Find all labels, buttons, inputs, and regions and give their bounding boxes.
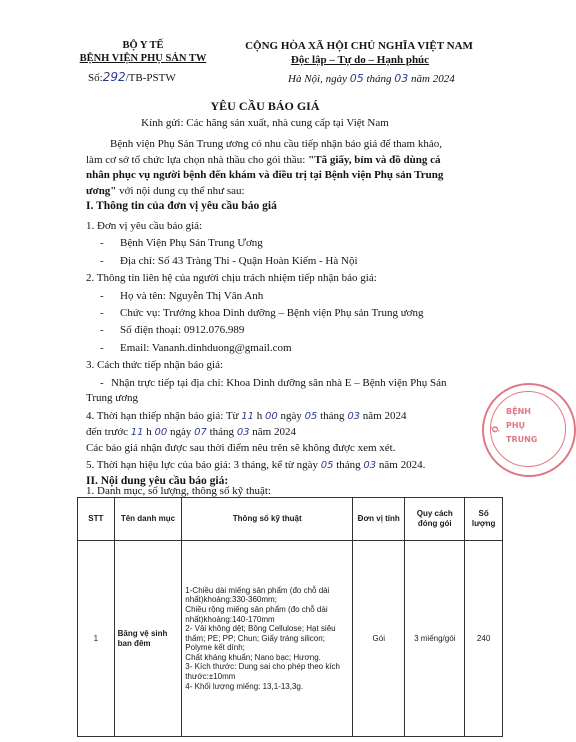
contact-phone-text: Số điện thoại: 0912.076.989 — [120, 324, 245, 336]
stamp-text-line-1: BỆNH — [506, 407, 531, 416]
country-name: CỘNG HÒA XÃ HỘI CHỦ NGHĨA VIỆT NAM — [245, 40, 473, 52]
header-item-name: Tên danh mục — [114, 498, 182, 541]
hour-label: h — [146, 426, 152, 438]
stamp-text-line-3: TRUNG — [506, 435, 538, 444]
date-day-handwritten: 05 — [349, 72, 364, 85]
to-hour-handwritten: 11 — [130, 427, 144, 438]
specification-table — [77, 497, 503, 737]
late-submission-note: Các báo giá nhận được sau thời điểm nêu trên sẽ không được xem xét. — [86, 442, 396, 454]
contact-name-text: Họ và tên: Nguyễn Thị Vân Anh — [120, 290, 264, 302]
deadline-from-label: 4. Thời hạn thiếp nhận báo giá: Từ — [86, 410, 239, 422]
section-1-item-3: 3. Cách thức tiếp nhận báo giá: — [86, 359, 224, 371]
date-month-handwritten: 03 — [394, 72, 409, 85]
cell-stt: 1 — [78, 541, 115, 737]
date-prefix: Hà Nội, ngày — [288, 73, 347, 85]
from-hour-handwritten: 11 — [241, 411, 254, 422]
greeting: Kính gửi: Các hãng sản xuất, nhà cung cấp tại Việt Nam — [141, 117, 389, 129]
intro-line-4 — [86, 184, 245, 198]
intro-line-4-text: với nội dung cụ thể như sau: — [116, 185, 245, 197]
receipt-method-text: Nhận trực tiếp tại địa chỉ: Khoa Dinh dưỡng sân nhà E – Bệnh viện Phụ Sản — [111, 377, 447, 389]
package-name-part-3: ương" — [86, 185, 117, 197]
month-label: tháng — [336, 459, 361, 471]
bullet-dash: - — [100, 377, 104, 389]
document-title: YÊU CẦU BÁO GIÁ — [210, 99, 320, 113]
receipt-deadline-line-1 — [86, 409, 407, 424]
stamp-text-line-2: PHỤ — [506, 421, 526, 430]
contact-position — [100, 306, 424, 320]
official-stamp — [482, 383, 576, 477]
section-2-heading: II. Nội dung yêu cầu báo giá: — [86, 475, 229, 487]
bullet-dash: - — [100, 255, 104, 267]
receipt-method-line-1 — [100, 376, 447, 390]
contact-name — [100, 289, 264, 303]
contact-email — [100, 341, 292, 355]
issue-date — [288, 72, 455, 86]
package-name-part-2: nhân phục vụ người bệnh đến khám và điều trị tại Bệnh viện Phụ sản Trung — [86, 169, 444, 181]
header-specifications: Thông số kỹ thuật — [182, 498, 353, 541]
package-name-part-1: "Tã giấy, bỉm và đồ dùng cá — [308, 154, 441, 166]
from-minute-handwritten: 00 — [265, 411, 278, 422]
intro-line-2-text: làm cơ sở tổ chức lựa chọn nhà thầu cho gói thầu: — [86, 154, 309, 166]
doc-no-prefix: Số: — [88, 72, 103, 84]
date-year: năm 2024 — [411, 73, 455, 85]
section-1-item-2: 2. Thông tin liên hệ của người chịu trách nhiệm tiếp nhận báo giá: — [86, 272, 377, 284]
to-minute-handwritten: 00 — [154, 427, 168, 438]
header-unit: Đơn vị tính — [353, 498, 405, 541]
deadline-to-label: đến trước — [86, 426, 129, 438]
from-month-handwritten: 03 — [347, 411, 361, 422]
header-packing: Quy cách đóng gói — [405, 498, 465, 541]
spec-line: 2- Vải không dệt; Bông Cellulose; Hạt siêu thấm; PE; PP; Chun; Giấy tráng silicon; Polyme kết dính; — [185, 624, 336, 653]
intro-line-2 — [86, 153, 440, 167]
date-month-label: tháng — [366, 73, 392, 85]
month-label: tháng — [209, 426, 235, 438]
bullet-dash: - — [100, 324, 104, 336]
ministry-name: BỘ Y TẾ — [122, 40, 164, 51]
validity-label: 5. Thời hạn hiệu lực của báo giá: 3 tháng, kể từ ngày — [86, 459, 318, 471]
cell-packing: 3 miếng/gói — [405, 541, 465, 737]
intro-line-1: Bệnh viện Phụ Sản Trung ương có nhu cầu tiếp nhận báo giá để tham khảo, — [110, 138, 442, 150]
spec-line: 1-Chiều dài miếng sản phẩm (đo chỗ dài nhất)khoảng:330-360mm; — [185, 585, 330, 605]
bullet-dash: - — [100, 307, 104, 319]
receipt-method-line-2: Trung ương — [86, 392, 139, 404]
year-label: năm 2024 — [362, 410, 407, 422]
requesting-unit-address — [100, 254, 358, 268]
header-quantity: Số lượng — [465, 498, 503, 541]
cell-unit: Gói — [353, 541, 405, 737]
document-number — [88, 70, 176, 85]
validity-period — [86, 458, 425, 473]
validity-month-handwritten: 03 — [363, 460, 377, 471]
national-motto: Độc lập – Tự do – Hạnh phúc — [290, 54, 430, 66]
table-header-row — [78, 498, 503, 541]
day-label: ngày — [280, 410, 302, 422]
contact-email-text[interactable]: Email: Vananh.dinhduong@gmail.com — [120, 342, 292, 354]
spec-line: Chiều rộng miếng sản phẩm (đo chỗ dài nhất)khoảng:140-170mm — [185, 604, 328, 624]
doc-no-handwritten: 292 — [102, 70, 126, 84]
stamp-text-line-4: Ộ — [490, 424, 501, 435]
validity-day-handwritten: 05 — [320, 460, 334, 471]
section-2-item-1: 1. Danh mục, số lượng, thông số kỹ thuật: — [86, 485, 272, 497]
receipt-deadline-line-2 — [86, 425, 296, 440]
bullet-dash: - — [100, 342, 104, 354]
contact-position-text: Chức vụ: Trưởng khoa Dinh dưỡng – Bệnh viện Phụ sản Trung ương — [120, 307, 424, 319]
cell-quantity: 240 — [465, 541, 503, 737]
cell-specifications — [182, 541, 353, 737]
table-row — [78, 541, 503, 737]
contact-phone — [100, 323, 245, 337]
from-day-handwritten: 05 — [304, 411, 318, 422]
address-text: Địa chỉ: Số 43 Tràng Thi - Quận Hoàn Kiếm - Hà Nội — [120, 255, 358, 267]
spec-line: 4- Khối lượng miếng: 13,1-13,3g. — [185, 681, 304, 691]
unit-name-text: Bệnh Viện Phụ Sản Trung Ương — [120, 237, 263, 249]
spec-line: Chất kháng khuẩn; Nano bạc; Hương. — [185, 652, 321, 662]
month-label: tháng — [320, 410, 345, 422]
cell-item-name: Băng vệ sinh ban đêm — [114, 541, 182, 737]
stamp-inner-ring — [490, 391, 566, 467]
doc-no-suffix: /TB-PSTW — [125, 72, 176, 84]
bullet-dash: - — [100, 237, 104, 249]
requesting-unit-name — [100, 236, 263, 250]
to-month-handwritten: 03 — [236, 427, 250, 438]
spec-line: 3- Kích thước: Dung sai cho phép theo kích thước:±10mm — [185, 662, 340, 682]
section-1-item-1: 1. Đơn vị yêu cầu báo giá: — [86, 220, 203, 232]
hour-label: h — [256, 410, 263, 422]
hospital-name: BỆNH VIỆN PHỤ SẢN TW — [79, 53, 207, 64]
bullet-dash: - — [100, 290, 104, 302]
year-label: năm 2024 — [252, 426, 296, 438]
year-label: năm 2024. — [378, 459, 426, 471]
to-day-handwritten: 07 — [194, 427, 207, 438]
header-stt: STT — [78, 498, 115, 541]
section-1-heading: I. Thông tin của đơn vị yêu cầu báo giá — [86, 200, 277, 212]
day-label: ngày — [169, 426, 192, 438]
